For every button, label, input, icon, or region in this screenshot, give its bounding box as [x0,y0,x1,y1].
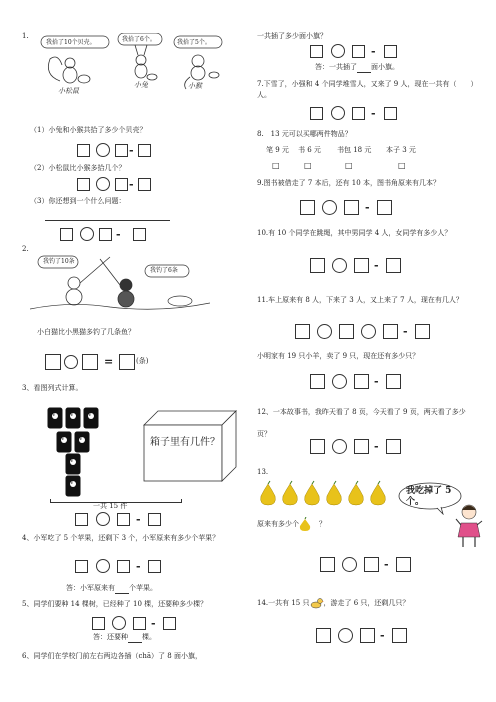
minus-sign: - [129,144,134,157]
operator-circle[interactable] [80,227,94,241]
answer-suffix: 个苹果。 [129,584,157,592]
minus-sign: - [116,228,121,241]
minus-sign: - [374,375,379,388]
q8-checkbox-1[interactable]: □ [272,161,280,170]
answer-box[interactable] [300,200,315,215]
operator-circle[interactable] [96,559,110,573]
answer-box[interactable] [75,560,88,573]
operator-circle[interactable] [338,628,353,643]
bubble-rabbit: 我拾了6个。 [122,36,156,43]
name-monkey: 小猴 [188,82,202,90]
answer-box[interactable] [133,228,146,241]
q1-sub2: （2）小松鼠比小猴多拾几个？ [30,164,126,172]
answer-box[interactable] [310,258,325,273]
operator-circle[interactable] [112,616,126,630]
answer-box[interactable] [364,557,379,572]
answer-box[interactable] [133,617,146,630]
answer-box[interactable] [148,513,161,526]
bubble-squirrel: 我拾了10个贝壳。 [46,39,96,46]
clothes-label-2: V [70,412,74,418]
bubble-text: 我吃掉了 5 个。 [406,486,452,507]
q1-sub3: （3）你还想到一个什么问题： [30,197,126,205]
q14-prefix: 14.一共有 15 只 [257,599,310,607]
answer-box[interactable] [354,439,369,454]
operator-circle[interactable] [332,258,347,273]
clothes-label-7: V [70,480,74,486]
answer-box[interactable] [310,374,325,389]
q6-text: 6、同学们在学校门前左右两边各插（chā）了 8 面小旗， [22,652,202,660]
answer-box[interactable] [377,200,392,215]
operator-circle[interactable] [96,143,110,157]
answer-blank[interactable] [357,64,371,73]
operator-circle[interactable] [342,557,357,572]
q8-checkbox-2[interactable]: □ [304,161,312,170]
q4-answer [66,583,157,594]
q6-answer [315,62,399,73]
answer-prefix: 答：小军原来有 [66,584,115,592]
q9-text: 9.图书被借走了 7 本后，还有 10 本，图书角原来有几本？ [257,179,440,187]
duck-icon [310,597,324,609]
unit-label: (条) [136,357,149,365]
answer-box[interactable] [45,354,61,370]
answer-box[interactable] [316,628,331,643]
answer-blank[interactable] [115,585,129,594]
answer-box[interactable] [354,374,369,389]
q2-number: 2. [22,245,29,253]
answer-prefix: 答：还要种 [93,633,128,641]
bubble-black-cat: 我钓了6条 [150,267,178,274]
minus-sign: - [384,558,389,571]
answer-suffix: 棵。 [142,633,156,641]
operator-circle[interactable] [96,512,110,526]
equals-sign: = [104,355,114,368]
girl-figure [455,503,483,551]
answer-prefix: 答：一共插了 [315,63,357,71]
operator-circle[interactable] [317,324,332,339]
q14-suffix: ，游走了 6 只，还剩几只？ [323,599,410,607]
q8-checkbox-3[interactable]: □ [345,161,353,170]
name-rabbit: 小兔 [134,81,148,89]
answer-box[interactable] [384,107,397,120]
box-text: 箱子里有几件？ [150,437,220,448]
minus-sign: - [136,560,141,573]
minus-sign: - [136,513,141,526]
answer-box[interactable] [386,258,401,273]
answer-box[interactable] [310,107,323,120]
operator-circle[interactable] [64,355,78,369]
clothes-label-4: V [61,436,65,442]
answer-box[interactable] [119,354,135,370]
answer-box[interactable] [138,178,151,191]
minus-sign: - [371,45,376,58]
answer-box[interactable] [320,557,335,572]
black-cat-figure [100,259,134,307]
q14-text [257,597,409,609]
minus-sign: - [374,440,379,453]
clothes-label-3: V [88,412,92,418]
operator-circle[interactable] [322,200,337,215]
operator-circle[interactable] [332,374,347,389]
answer-box[interactable] [77,178,90,191]
operator-circle[interactable] [361,324,376,339]
answer-box[interactable] [352,45,365,58]
answer-box[interactable] [77,144,90,157]
answer-box[interactable] [383,324,398,339]
q5-text: 5、同学们要种 14 棵树，已经种了 10 棵，还要种多少棵？ [22,600,208,608]
answer-box[interactable] [386,374,401,389]
answer-box[interactable] [138,144,151,157]
answer-box[interactable] [396,557,411,572]
q2-question: 小白猫比小黑猫多钓了几条鱼？ [37,328,135,336]
pear-row [258,480,390,506]
answer-box[interactable] [115,178,128,191]
q13-number: 13. [257,468,269,476]
q8-title: 8. 13 元可以买哪两件物品？ [257,130,352,138]
operator-circle[interactable] [331,106,345,120]
operator-circle[interactable] [332,439,347,454]
q3-title: 3、看图列式计算。 [22,384,83,392]
answer-box[interactable] [117,513,130,526]
answer-box[interactable] [117,560,130,573]
answer-box[interactable] [310,45,323,58]
operator-circle[interactable] [331,44,345,58]
minus-sign: - [371,107,376,120]
answer-box[interactable] [163,617,176,630]
write-line[interactable] [45,220,170,221]
answer-box[interactable] [386,439,401,454]
q8-item-bag: 书包 18 元 [337,146,372,154]
minus-sign: - [129,178,134,191]
answer-box[interactable] [99,228,112,241]
answer-box[interactable] [360,628,375,643]
answer-box[interactable] [82,354,98,370]
q8-item-notebook: 本子 3 元 [386,146,416,154]
answer-box[interactable] [384,45,397,58]
name-squirrel: 小松鼠 [58,87,79,95]
clothes-label-1: V [52,412,56,418]
answer-box[interactable] [339,324,354,339]
answer-box[interactable] [354,258,369,273]
answer-box[interactable] [295,324,310,339]
q4-text: 4、小军吃了 5 个苹果，还剩下 3 个，小军原来有多少个苹果？ [22,534,220,542]
total-label: 一共 15 件 [93,502,128,510]
q1-sub1: （1）小兔和小猴共拾了多少个贝壳？ [30,126,147,134]
q8-item-pen: 笔 9 元 [266,146,289,154]
q11-text: 11.车上原来有 8 人，下来了 3 人，又上来了 7 人，现在有几人？ [257,296,463,304]
minus-sign: - [151,617,156,630]
bubble-monkey: 我拾了5个。 [177,39,211,46]
clothes-label-6: V [70,458,74,464]
q11b-text: 小明家有 19 只小羊，卖了 9 只，现在还有多少只？ [257,352,420,360]
q10-text: 10.有 10 个同学在跳绳，其中男同学 4 人，女同学有多少人？ [257,229,452,237]
q1-number: 1. [22,32,29,40]
answer-box[interactable] [392,628,407,643]
q7-text: 7.下雪了，小强和 4 个同学堆雪人，又来了 9 人，现在一共有（ ）人。 [257,80,478,99]
question-suffix: ？ [319,520,326,528]
operator-circle[interactable] [96,177,110,191]
answer-box[interactable] [75,513,88,526]
answer-box[interactable] [344,200,359,215]
answer-box[interactable] [415,324,430,339]
minus-sign: - [365,201,370,214]
squirrel-figure [48,57,90,83]
answer-suffix: 面小旗。 [371,63,399,71]
rabbit-figure [135,45,157,80]
q8-item-book: 书 6 元 [298,146,321,154]
q12-text: 12、一本故事书，我昨天看了 8 页，今天看了 9 页，两天看了多少页？ [257,408,466,438]
q6-continued: 一共插了多少面小旗？ [257,32,327,40]
bubble-white-cat: 我钓了10条 [43,258,75,265]
clothes-label-5: V [79,436,83,442]
answer-box[interactable] [60,228,73,241]
minus-sign: - [374,259,379,272]
question-prefix: 原来有多少个 [257,520,299,528]
answer-blank[interactable] [128,634,142,643]
answer-box[interactable] [310,439,325,454]
q13-question [257,517,326,531]
answer-box[interactable] [92,617,105,630]
minus-sign: - [380,629,385,642]
answer-box[interactable] [148,560,161,573]
q8-checkbox-4[interactable]: □ [398,161,406,170]
pear-icon [299,517,311,531]
q5-answer [93,632,156,643]
minus-sign: - [403,325,408,338]
answer-box[interactable] [115,144,128,157]
answer-box[interactable] [352,107,365,120]
